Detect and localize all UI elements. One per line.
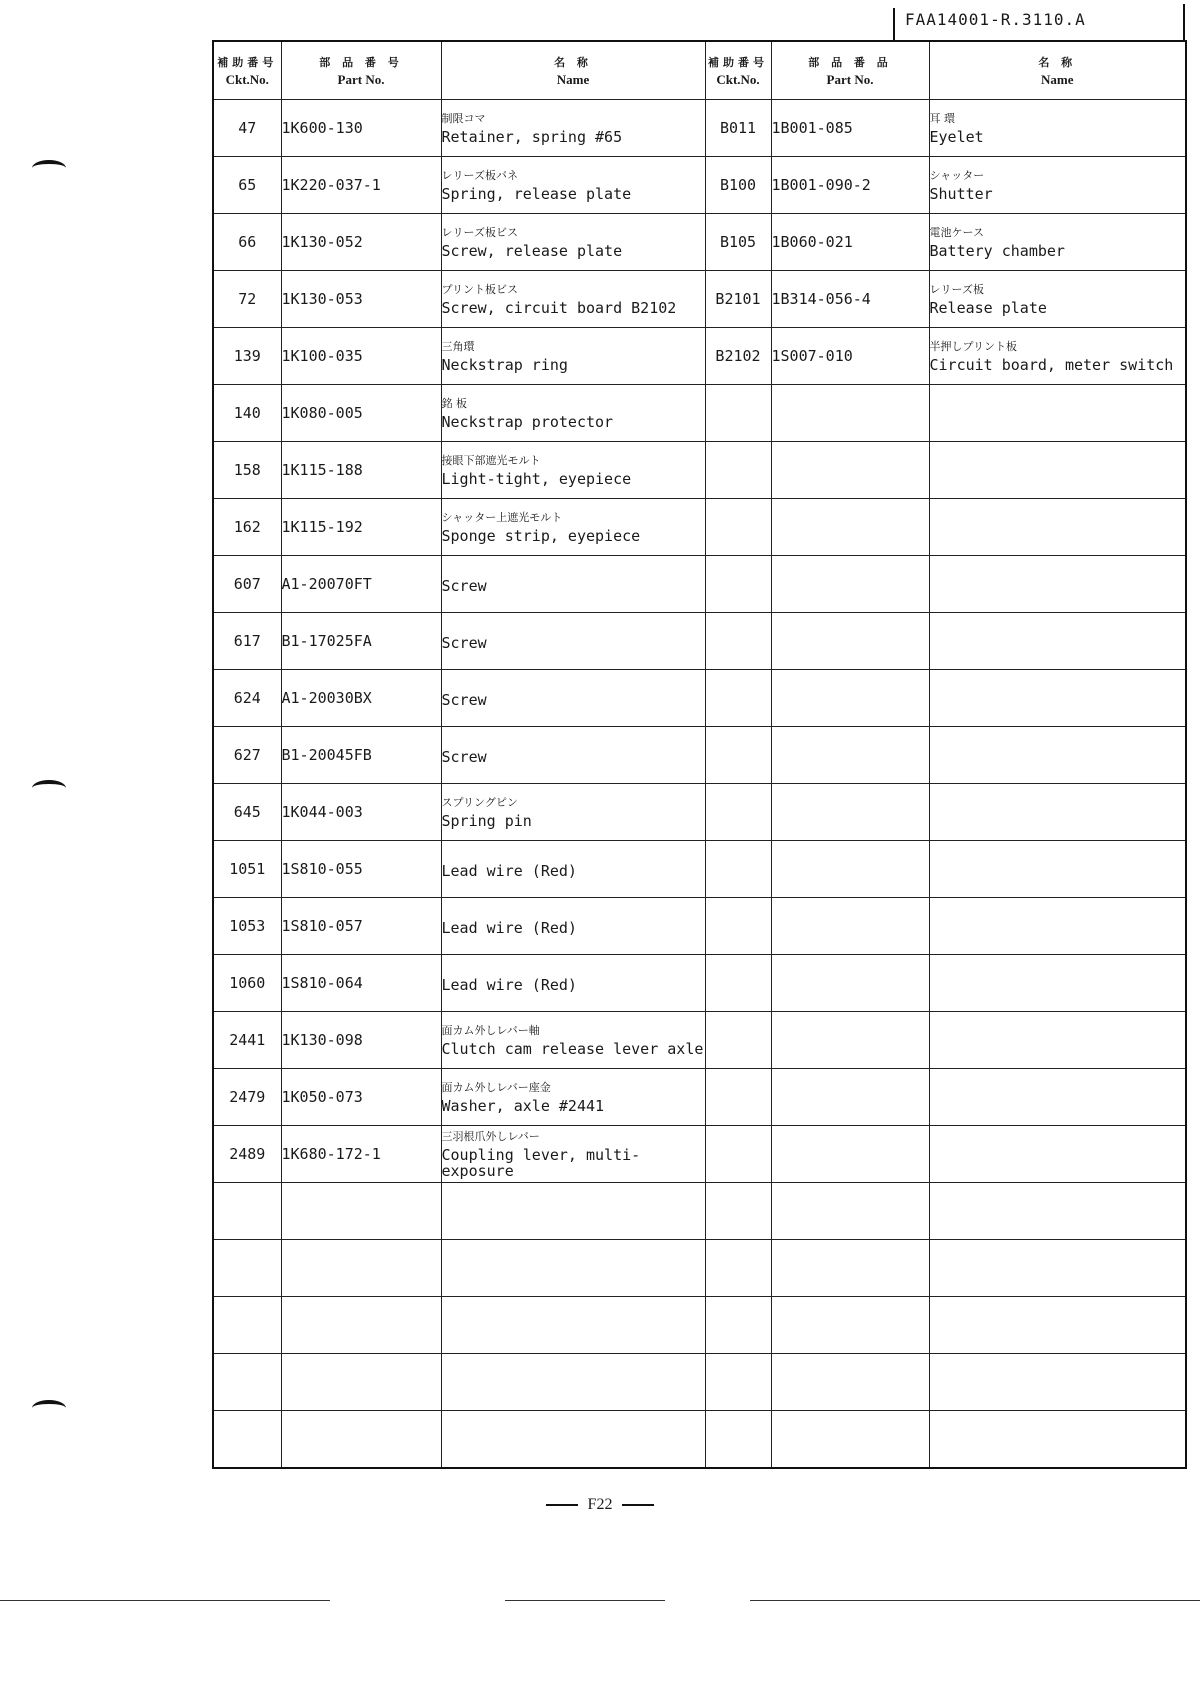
ckt-no-cell-2 — [705, 1354, 771, 1411]
name-cell — [441, 670, 705, 727]
name2-en: Release plate — [929, 298, 1047, 317]
ckt-no-cell-2 — [705, 1183, 771, 1240]
ckt-no-cell-2 — [705, 271, 771, 328]
ckt-no: 624 — [233, 689, 261, 707]
ckt-no: 617 — [233, 632, 261, 650]
ckt-no-cell — [213, 1411, 281, 1468]
table-header-row — [213, 41, 1186, 100]
header-ckt-jp: 補助番号 — [217, 55, 278, 69]
ckt-no-cell — [213, 1012, 281, 1069]
name-en: Lead wire (Red) — [441, 862, 577, 880]
name-jp: レリーズ板バネ — [441, 168, 518, 182]
ckt-no-2: B105 — [719, 233, 757, 251]
name2-en: Eyelet — [929, 127, 984, 146]
part-no-cell-2 — [771, 1354, 929, 1411]
header-ckt-no — [213, 41, 281, 100]
ckt-no-cell — [213, 499, 281, 556]
name-cell-2 — [929, 898, 1186, 955]
part-no-cell — [281, 1126, 441, 1183]
name-en: Neckstrap protector — [441, 412, 614, 431]
ckt-no-cell — [213, 670, 281, 727]
part-no-cell — [281, 898, 441, 955]
name-en: Sponge strip, eyepiece — [441, 526, 641, 545]
ckt-no: 607 — [233, 575, 261, 593]
ckt-no-cell-2 — [705, 955, 771, 1012]
part-no-cell — [281, 1240, 441, 1297]
name-cell — [441, 784, 705, 841]
name2-jp: 半押しプリント板 — [929, 339, 1018, 353]
part-no-cell-2 — [771, 442, 929, 499]
name-cell — [441, 1069, 705, 1126]
ckt-no-cell-2 — [705, 328, 771, 385]
name-en: Spring, release plate — [441, 184, 632, 203]
part-no-cell — [281, 214, 441, 271]
ckt-no-2: B2101 — [715, 290, 761, 308]
part-no: B1-17025FA — [281, 632, 372, 650]
ckt-no-cell — [213, 955, 281, 1012]
name-cell — [441, 556, 705, 613]
ckt-no: 627 — [233, 746, 261, 764]
part-no: 1S810-055 — [281, 860, 363, 878]
part-no: 1K220-037-1 — [281, 176, 381, 194]
ckt-no-cell — [213, 1354, 281, 1411]
part-no-cell-2 — [771, 1126, 929, 1183]
ckt-no-cell — [213, 1126, 281, 1183]
table-row — [213, 1126, 1186, 1183]
table-row — [213, 1012, 1186, 1069]
ckt-no-2: B011 — [719, 119, 757, 137]
name-cell — [441, 841, 705, 898]
name-cell-2 — [929, 442, 1186, 499]
part-no-cell — [281, 100, 441, 157]
part-no-2: 1B060-021 — [771, 233, 853, 251]
ckt-no: 162 — [233, 518, 261, 536]
ckt-no: 66 — [238, 233, 257, 251]
part-no: A1-20030BX — [281, 689, 372, 707]
name-cell-2 — [929, 1069, 1186, 1126]
name-cell — [441, 499, 705, 556]
document-id: FAA14001-R.3110.A — [905, 10, 1086, 29]
name-cell-2 — [929, 157, 1186, 214]
part-no: 1K600-130 — [281, 119, 363, 137]
name-cell — [441, 955, 705, 1012]
name2-en: Shutter — [929, 184, 993, 203]
name-en: Screw, circuit board B2102 — [441, 298, 677, 317]
ckt-no-cell-2 — [705, 157, 771, 214]
part-no-cell — [281, 271, 441, 328]
table-row — [213, 613, 1186, 670]
header-name — [441, 41, 705, 100]
part-no-cell — [281, 328, 441, 385]
name-cell-2 — [929, 727, 1186, 784]
header-ckt2-en: Ckt.No. — [716, 71, 760, 87]
part-no: 1K130-052 — [281, 233, 363, 251]
ckt-no-cell-2 — [705, 556, 771, 613]
name-jp: 面カム外しレバー座金 — [441, 1080, 551, 1094]
binder-hole-mark — [32, 1400, 66, 1416]
name-cell-2 — [929, 556, 1186, 613]
ckt-no: 158 — [233, 461, 261, 479]
ckt-no-cell — [213, 157, 281, 214]
part-no-cell-2 — [771, 1297, 929, 1354]
table-row — [213, 157, 1186, 214]
name-cell — [441, 1012, 705, 1069]
name2-jp: 電池ケース — [929, 225, 984, 239]
part-no-cell — [281, 1354, 441, 1411]
part-no-cell-2 — [771, 385, 929, 442]
ckt-no-cell — [213, 784, 281, 841]
name-en: Lead wire (Red) — [441, 976, 577, 994]
ckt-no: 1051 — [229, 860, 266, 878]
name-cell — [441, 613, 705, 670]
part-no: B1-20045FB — [281, 746, 372, 764]
part-no: 1S810-057 — [281, 917, 363, 935]
ckt-no-cell-2 — [705, 670, 771, 727]
ckt-no-cell-2 — [705, 727, 771, 784]
table-row — [213, 784, 1186, 841]
part-no-2: 1B314-056-4 — [771, 290, 871, 308]
ckt-no-cell — [213, 214, 281, 271]
ckt-no: 140 — [233, 404, 261, 422]
part-no-cell — [281, 442, 441, 499]
part-no-cell — [281, 1069, 441, 1126]
name2-jp: レリーズ板 — [929, 282, 984, 296]
name-cell — [441, 1354, 705, 1411]
table-row — [213, 271, 1186, 328]
table-row — [213, 328, 1186, 385]
name2-jp: シャッター — [929, 168, 985, 182]
part-no: 1K130-098 — [281, 1031, 363, 1049]
name2-en: Battery chamber — [929, 241, 1065, 260]
part-no: 1K680-172-1 — [281, 1145, 381, 1163]
part-no-cell-2 — [771, 1411, 929, 1468]
table-row — [213, 727, 1186, 784]
ckt-no-cell-2 — [705, 1240, 771, 1297]
name-cell — [441, 328, 705, 385]
binder-hole-mark — [32, 780, 66, 796]
footer-dash — [622, 1504, 654, 1506]
table-row — [213, 1354, 1186, 1411]
ckt-no-cell-2 — [705, 499, 771, 556]
name-en: Screw — [441, 634, 487, 652]
ckt-no: 645 — [233, 803, 261, 821]
name-cell — [441, 385, 705, 442]
ckt-no-cell — [213, 385, 281, 442]
part-no-cell-2 — [771, 1069, 929, 1126]
page-footer — [0, 1496, 1200, 1514]
name-cell-2 — [929, 385, 1186, 442]
name2-jp: 耳 環 — [929, 111, 955, 125]
name-cell-2 — [929, 1012, 1186, 1069]
name-cell — [441, 727, 705, 784]
header-part-jp: 部 品 番 号 — [319, 55, 403, 69]
name-cell — [441, 898, 705, 955]
name-cell-2 — [929, 613, 1186, 670]
name-cell-2 — [929, 1183, 1186, 1240]
footer-rule — [0, 1600, 330, 1601]
table-row — [213, 1069, 1186, 1126]
name-cell — [441, 1297, 705, 1354]
header-part-no — [281, 41, 441, 100]
name-cell — [441, 1240, 705, 1297]
ckt-no-cell-2 — [705, 898, 771, 955]
name-cell — [441, 271, 705, 328]
part-no-cell — [281, 727, 441, 784]
table-row — [213, 214, 1186, 271]
ckt-no: 2441 — [229, 1031, 266, 1049]
name-cell-2 — [929, 328, 1186, 385]
ckt-no-cell — [213, 1240, 281, 1297]
name-cell — [441, 1126, 705, 1183]
table-row — [213, 670, 1186, 727]
name-cell-2 — [929, 955, 1186, 1012]
header-part-en: Part No. — [337, 71, 385, 87]
ckt-no-cell-2 — [705, 100, 771, 157]
header-name-en: Name — [556, 71, 590, 87]
part-no-cell — [281, 499, 441, 556]
name-jp: シャッター上遮光モルト — [441, 510, 563, 524]
table-row — [213, 100, 1186, 157]
table-row — [213, 955, 1186, 1012]
header-name2-jp: 名 称 — [1038, 55, 1077, 69]
part-no: 1K080-005 — [281, 404, 363, 422]
table-row — [213, 1411, 1186, 1468]
table-row — [213, 442, 1186, 499]
name-cell-2 — [929, 670, 1186, 727]
header-part2-en: Part No. — [826, 71, 874, 87]
part-no-cell — [281, 385, 441, 442]
ckt-no: 47 — [238, 119, 257, 137]
part-no-cell-2 — [771, 1183, 929, 1240]
name-en: Screw, release plate — [441, 241, 623, 260]
part-no-cell — [281, 1297, 441, 1354]
table-row — [213, 556, 1186, 613]
part-no-cell-2 — [771, 841, 929, 898]
name2-en: Circuit board, meter switch — [929, 355, 1174, 374]
part-no-cell — [281, 670, 441, 727]
ckt-no-cell-2 — [705, 1069, 771, 1126]
part-no-cell-2 — [771, 784, 929, 841]
name-cell — [441, 1183, 705, 1240]
part-no-cell-2 — [771, 328, 929, 385]
part-no: 1S810-064 — [281, 974, 363, 992]
name-jp: 三羽根爪外しレバー — [441, 1129, 540, 1143]
ckt-no: 72 — [238, 290, 257, 308]
name-cell-2 — [929, 499, 1186, 556]
name-en: Light-tight, eyepiece — [441, 469, 632, 488]
name-cell — [441, 214, 705, 271]
ckt-no-2: B2102 — [715, 347, 761, 365]
header-part2-jp: 部 品 番 品 — [808, 55, 892, 69]
name-cell-2 — [929, 1411, 1186, 1468]
ckt-no-cell — [213, 271, 281, 328]
name-cell — [441, 157, 705, 214]
part-no-cell-2 — [771, 157, 929, 214]
table-row — [213, 1297, 1186, 1354]
name-en: Clutch cam release lever axle — [441, 1039, 704, 1058]
name-jp: 接眼下部遮光モルト — [441, 453, 541, 467]
part-no: 1K130-053 — [281, 290, 363, 308]
name-en: Neckstrap ring — [441, 355, 568, 374]
table-row — [213, 1240, 1186, 1297]
part-no-cell-2 — [771, 271, 929, 328]
header-name2-en: Name — [1041, 71, 1074, 87]
name-cell — [441, 442, 705, 499]
ckt-no: 65 — [238, 176, 257, 194]
name-jp: 三角環 — [441, 339, 475, 353]
part-no-cell-2 — [771, 556, 929, 613]
ckt-no-cell — [213, 613, 281, 670]
part-no: A1-20070FT — [281, 575, 372, 593]
part-no-cell — [281, 157, 441, 214]
part-no-cell — [281, 556, 441, 613]
name-jp: 制限コマ — [441, 111, 486, 125]
part-no-cell — [281, 1012, 441, 1069]
header-name-jp: 名 称 — [554, 55, 592, 69]
part-no: 1K050-073 — [281, 1088, 363, 1106]
ckt-no-cell — [213, 1297, 281, 1354]
ckt-no-cell — [213, 328, 281, 385]
name-en: Washer, axle #2441 — [441, 1096, 605, 1115]
table-row — [213, 841, 1186, 898]
footer-rule — [505, 1600, 665, 1601]
part-no-cell-2 — [771, 1240, 929, 1297]
part-no: 1K115-192 — [281, 518, 363, 536]
part-no-2: 1B001-085 — [771, 119, 853, 137]
part-no: 1K044-003 — [281, 803, 363, 821]
parts-list-table — [212, 40, 1187, 1469]
part-no-cell-2 — [771, 613, 929, 670]
name-en: Screw — [441, 577, 487, 595]
name-jp: 面カム外しレバー軸 — [441, 1023, 540, 1037]
name-cell-2 — [929, 1354, 1186, 1411]
name-jp: プリント板ビス — [441, 282, 519, 296]
part-no: 1K100-035 — [281, 347, 363, 365]
part-no-cell-2 — [771, 1012, 929, 1069]
name-en: Coupling lever, multi-exposure — [441, 1145, 641, 1180]
name-cell-2 — [929, 841, 1186, 898]
ckt-no-cell-2 — [705, 613, 771, 670]
name-en: Retainer, spring #65 — [441, 127, 623, 146]
header-ckt-no-2 — [705, 41, 771, 100]
ckt-no-cell — [213, 100, 281, 157]
table-row — [213, 898, 1186, 955]
ckt-no-cell — [213, 898, 281, 955]
part-no-cell-2 — [771, 214, 929, 271]
name-cell-2 — [929, 1297, 1186, 1354]
name-en: Spring pin — [441, 811, 532, 830]
ckt-no-cell — [213, 556, 281, 613]
name-jp: 銘 板 — [441, 396, 467, 410]
name-cell-2 — [929, 271, 1186, 328]
page-number: F22 — [587, 1496, 613, 1513]
name-cell-2 — [929, 1240, 1186, 1297]
part-no-cell — [281, 613, 441, 670]
part-no-cell-2 — [771, 670, 929, 727]
table-row — [213, 1183, 1186, 1240]
header-name-2 — [929, 41, 1186, 100]
binder-hole-mark — [32, 160, 66, 176]
ckt-no-cell-2 — [705, 1297, 771, 1354]
header-ckt-en: Ckt.No. — [225, 71, 269, 87]
ckt-no-cell — [213, 442, 281, 499]
ckt-no-cell-2 — [705, 442, 771, 499]
ckt-no-cell — [213, 1069, 281, 1126]
ckt-no: 2479 — [229, 1088, 266, 1106]
part-no-cell — [281, 955, 441, 1012]
ckt-no-cell — [213, 727, 281, 784]
footer-dash — [546, 1504, 578, 1506]
part-no-cell — [281, 841, 441, 898]
part-no-cell — [281, 1411, 441, 1468]
part-no-cell — [281, 784, 441, 841]
header-ckt2-jp: 補助番号 — [708, 55, 768, 69]
name-cell-2 — [929, 1126, 1186, 1183]
part-no-cell-2 — [771, 100, 929, 157]
name-en: Screw — [441, 748, 487, 766]
ckt-no: 2489 — [229, 1145, 266, 1163]
part-no-cell-2 — [771, 499, 929, 556]
ckt-no-cell-2 — [705, 1411, 771, 1468]
header-part-no-2 — [771, 41, 929, 100]
ckt-no: 1053 — [229, 917, 266, 935]
part-no-2: 1S007-010 — [771, 347, 853, 365]
table-row — [213, 499, 1186, 556]
footer-rule — [750, 1600, 1200, 1601]
ckt-no-cell-2 — [705, 784, 771, 841]
part-no-cell-2 — [771, 898, 929, 955]
part-no-2: 1B001-090-2 — [771, 176, 871, 194]
ckt-no-cell-2 — [705, 841, 771, 898]
doc-id-divider-right — [1183, 4, 1185, 40]
part-no-cell-2 — [771, 955, 929, 1012]
ckt-no-cell-2 — [705, 1126, 771, 1183]
part-no-cell-2 — [771, 727, 929, 784]
name-cell-2 — [929, 784, 1186, 841]
name-cell — [441, 100, 705, 157]
part-no: 1K115-188 — [281, 461, 363, 479]
ckt-no-cell-2 — [705, 1012, 771, 1069]
ckt-no: 1060 — [229, 974, 266, 992]
ckt-no-cell-2 — [705, 385, 771, 442]
ckt-no: 139 — [233, 347, 261, 365]
ckt-no-cell — [213, 1183, 281, 1240]
name-cell — [441, 1411, 705, 1468]
ckt-no-cell — [213, 841, 281, 898]
name-en: Screw — [441, 691, 487, 709]
ckt-no-2: B100 — [719, 176, 757, 194]
table-row — [213, 385, 1186, 442]
name-cell-2 — [929, 214, 1186, 271]
name-en: Lead wire (Red) — [441, 919, 577, 937]
name-cell-2 — [929, 100, 1186, 157]
ckt-no-cell-2 — [705, 214, 771, 271]
name-jp: レリーズ板ビス — [441, 225, 518, 239]
name-jp: スプリングピン — [441, 795, 518, 809]
doc-id-divider — [893, 8, 895, 40]
part-no-cell — [281, 1183, 441, 1240]
